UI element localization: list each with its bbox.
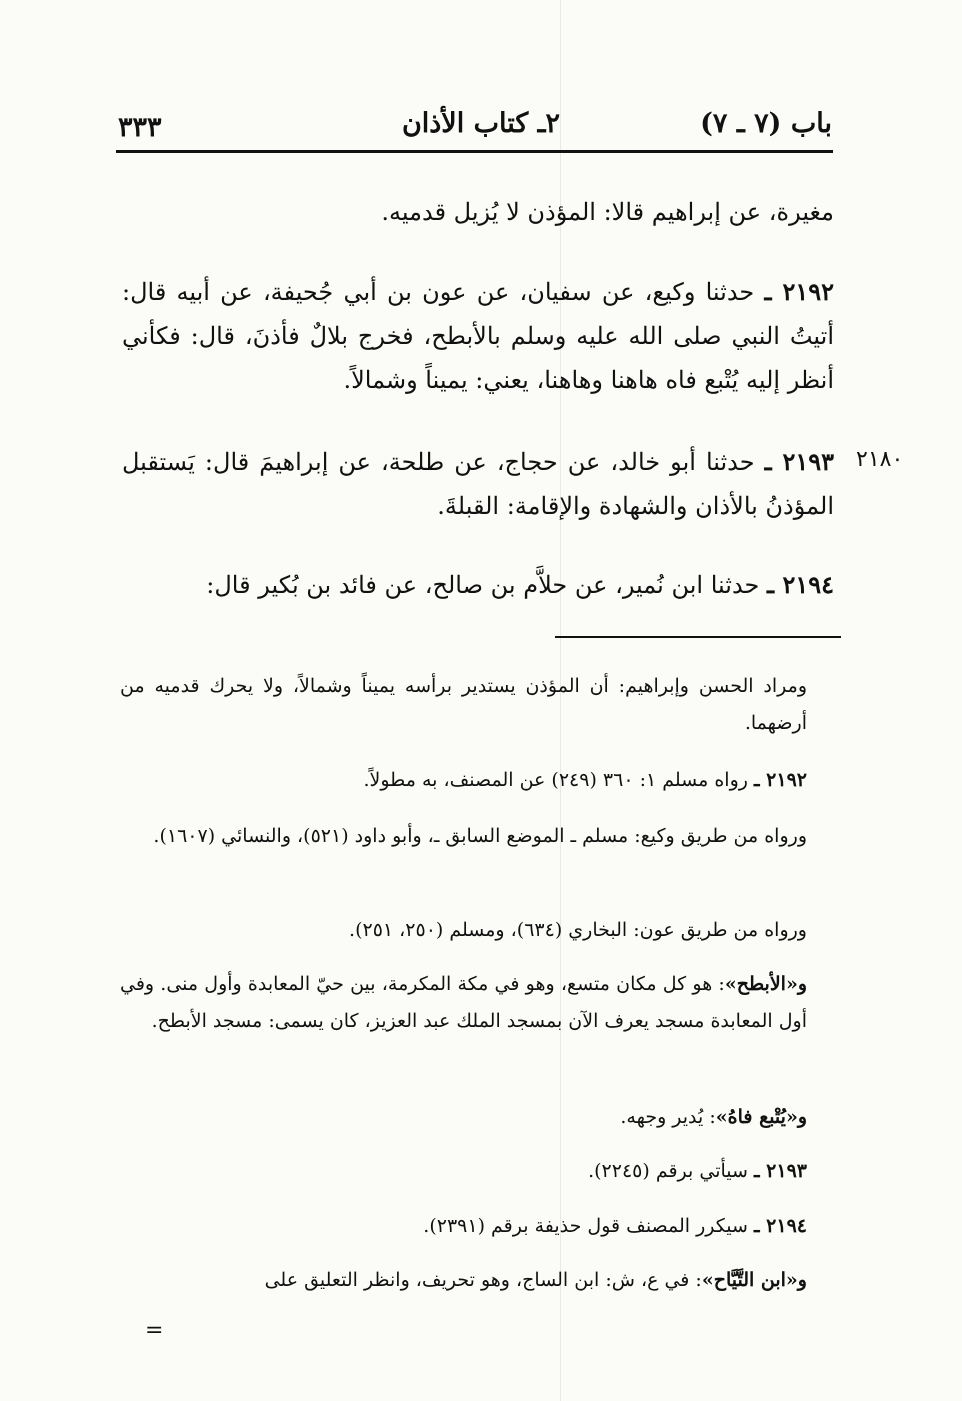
footnote-number: ٢١٩٣ ـ [753,1160,807,1182]
hadith-number: ٢١٩٤ ـ [767,570,834,599]
footnote-text: : في ع، ش: ابن الساج، وهو تحريف، وانظر التعليق على [264,1269,702,1291]
footnote-ibn-tayyah [120,1262,807,1299]
hadith-number: ٢١٩٢ ـ [764,277,834,306]
hadith-number: ٢١٩٣ ـ [764,447,834,476]
hadith-2193 [122,440,834,528]
footnote-2192 [120,762,807,799]
footnote-2193 [120,1153,807,1190]
chapter-heading: باب (٧ ـ ٧) [700,108,832,139]
footnote-number: ٢١٩٤ ـ [753,1215,807,1237]
margin-reference: ٢١٨٠ [856,447,904,472]
continuation-mark: = [145,1318,164,1343]
footnote-text: ورواه من طريق وكيع: مسلم ـ الموضع السابق ـ، وأبو داود (٥٢١)، والنسائي (١٦٠٧). [153,825,807,847]
footnote-text: سيكرر المصنف قول حذيفة برقم (٢٣٩١). [423,1215,748,1237]
footnote-term: و«ابن التَّيَّاح» [701,1269,807,1291]
footnote-term: و«يُتْبع فاهُ» [715,1106,807,1128]
page-number: ٣٣٣ [118,112,162,143]
footnote-text: ورواه من طريق عون: البخاري (٦٣٤)، ومسلم (٢٥٠، ٢٥١). [349,919,807,941]
footnote-text: : هو كل مكان متسع، وهو في مكة المكرمة، بين حيّ المعابدة وأول منى. وفي أول المعابدة مسجد يعرف الآن بمسجد الملك عبد العزيز، كان يسمى: مسجد الأبطح. [120,973,807,1032]
footnote-abtah [120,966,807,1040]
footnote-text: : يُدير وجهه. [620,1106,716,1128]
hadith-text: حدثنا أبو خالد، عن حجاج، عن طلحة، عن إبراهيمَ قال: يَستقبل المؤذنُ بالأذان والشهادة والإقامة: القبلةَ. [122,448,834,520]
footnote-2194 [120,1208,807,1245]
footnote-term: و«الأبطح» [724,973,807,995]
hadith-2194 [122,563,834,607]
hadith-2192 [122,270,834,402]
book-title: ٢ـ كتاب الأذان [401,108,561,139]
header-rule [116,150,833,153]
footnote-number: ٢١٩٢ ـ [753,769,807,791]
footnote-separator [555,636,841,638]
hadith-text: حدثنا وكيع، عن سفيان، عن عون بن أبي جُحيفة، عن أبيه قال: أتيتُ النبي صلى الله عليه وسلم بالأبطح، فخرج بلالٌ فأذنَ، قال: فكأني أنظر إليه يُتْبع فاه هاهنا وهاهنا، يعني: يميناً وشمالاً. [122,278,834,394]
paragraph-continuation: مغيرة، عن إبراهيم قالا: المؤذن لا يُزيل قدميه. [381,198,834,226]
footnote-text: ومراد الحسن وإبراهيم: أن المؤذن يستدير برأسه يميناً وشمالاً، ولا يحرك قدميه من أرضهما. [120,675,807,734]
footnote-yutbi [120,1099,807,1136]
footnote-text: سيأتي برقم (٢٢٤٥). [588,1160,748,1182]
footnote-text: رواه مسلم ١: ٣٦٠ (٢٤٩) عن المصنف، به مطولاً. [363,769,748,791]
hadith-text: حدثنا ابن نُمير، عن حلاَّم بن صالح، عن فائد بن بُكير قال: [206,571,760,599]
